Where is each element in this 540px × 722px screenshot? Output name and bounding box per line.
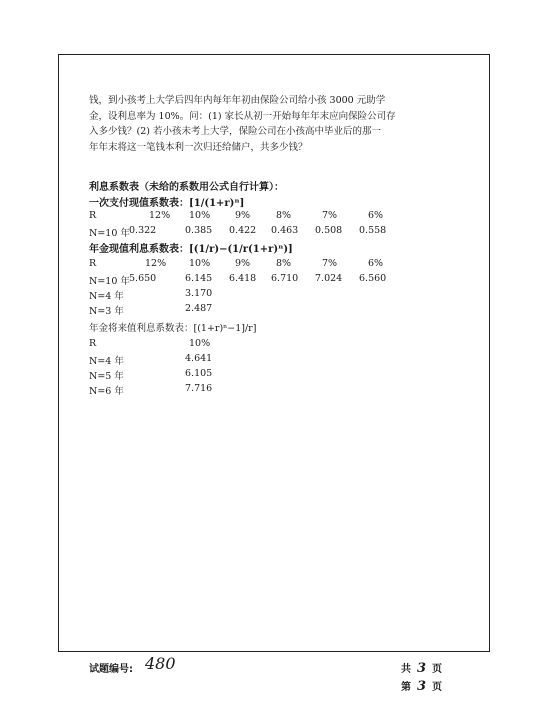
total-pages	[401, 660, 442, 676]
table1-title: 一次支付现值系数表：[1/(1+r)ⁿ]	[89, 198, 245, 209]
header-cell: 9%	[235, 258, 251, 269]
problem-paragraph	[89, 93, 481, 155]
table-cell: 7.024	[315, 273, 343, 284]
exam-code-label: 试题编号:	[89, 664, 133, 675]
header-cell: R	[89, 258, 97, 269]
table-cell: 0.463	[271, 225, 299, 236]
table-cell: 5.650	[129, 273, 157, 284]
current-prefix: 第	[401, 682, 411, 693]
row-label: N=3 年	[89, 306, 124, 317]
table-cell: 6.560	[359, 273, 387, 284]
header-cell: 7%	[322, 210, 338, 221]
paragraph-line: 年年末将这一笔钱本利一次归还给储户，共多少钱？	[89, 141, 308, 153]
total-pages-number: 3	[417, 661, 427, 676]
header-cell: 9%	[235, 210, 251, 221]
total-suffix: 页	[432, 664, 443, 675]
header-cell: 6%	[368, 210, 384, 221]
row-label: N=6 年	[89, 386, 124, 397]
header-cell: 10%	[189, 210, 211, 221]
header-cell: 7%	[322, 258, 338, 269]
header-cell: 10%	[189, 258, 211, 269]
table-cell: 3.170	[185, 288, 213, 299]
table-cell: 6.105	[185, 368, 213, 379]
table-cell: 4.641	[185, 353, 213, 364]
header-cell: 6%	[368, 258, 384, 269]
current-page-number: 3	[417, 679, 427, 694]
current-suffix: 页	[432, 682, 443, 693]
total-prefix: 共	[401, 664, 411, 675]
table-cell: 0.422	[229, 225, 257, 236]
table-cell: 0.508	[315, 225, 343, 236]
table-cell: 7.716	[185, 383, 213, 394]
paragraph-line: 金，设利息率为 10%。问：(1) 家长从初一开始每年年末应向保险公司存	[89, 110, 396, 122]
table-cell: 0.558	[359, 225, 387, 236]
paragraph-line: 钱，到小孩考上大学后四年内每年年初由保险公司给小孩 3000 元助学	[89, 95, 386, 106]
paragraph-line: 入多少钱？(2) 若小孩未考上大学，保险公司在小孩高中毕业后的那一	[89, 126, 381, 137]
row-label: N=4 年	[89, 291, 124, 302]
table-cell: 0.385	[185, 225, 213, 236]
header-cell: 12%	[145, 258, 167, 269]
table3-title: 年金将来值利息系数表：[(1+r)ⁿ−1]/r]	[89, 323, 257, 334]
row-label: N=10 年	[89, 228, 130, 239]
row-label: N=4 年	[89, 356, 124, 367]
coefficient-table-heading: 利息系数表（未给的系数用公式自行计算）：	[89, 182, 284, 193]
table-cell: 6.418	[229, 273, 257, 284]
row-label: N=5 年	[89, 371, 124, 382]
table-cell: 2.487	[185, 303, 213, 314]
row-label: N=10 年	[89, 276, 130, 287]
header-cell: 12%	[149, 210, 171, 221]
table-cell: 6.145	[185, 273, 213, 284]
exam-code-number: 480	[145, 654, 176, 673]
current-page	[401, 678, 442, 694]
table-cell: 6.710	[271, 273, 299, 284]
header-cell: R	[89, 338, 97, 349]
table-cell: 0.322	[129, 225, 157, 236]
table2-title: 年金现值利息系数表：[(1/r)−(1/r(1+r)ⁿ)]	[89, 244, 293, 255]
header-cell: 10%	[189, 338, 211, 349]
header-cell: 8%	[276, 210, 292, 221]
header-cell: 8%	[276, 258, 292, 269]
header-cell: R	[89, 210, 97, 221]
